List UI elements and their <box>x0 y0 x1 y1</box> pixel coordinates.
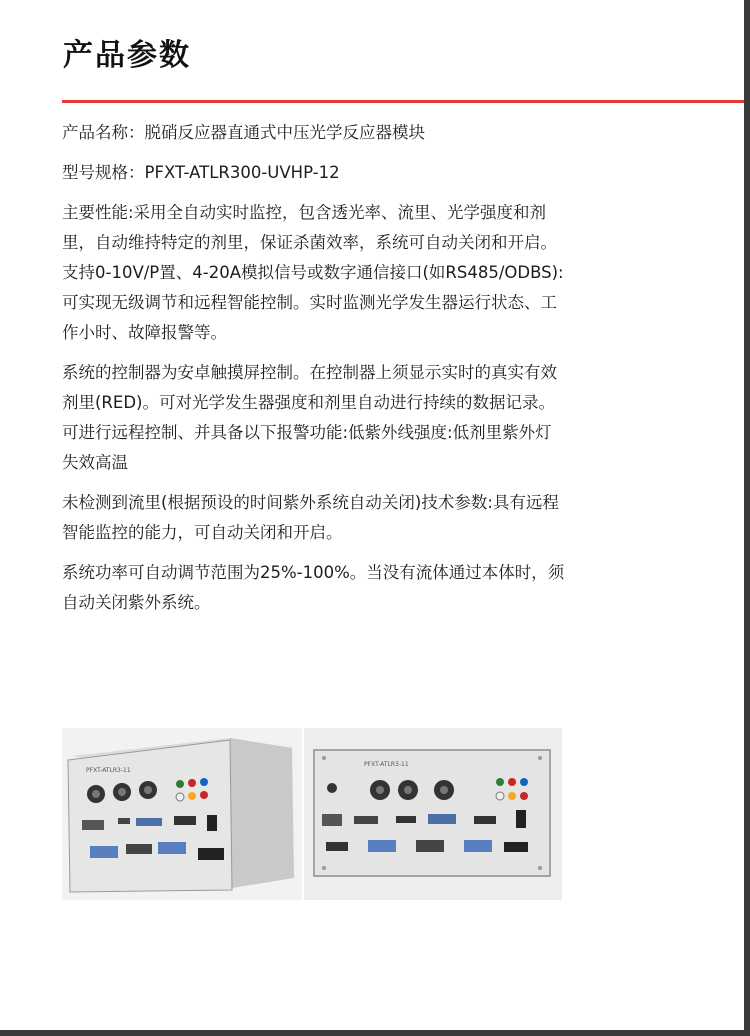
flow-detection-paragraph: 未检测到流里(根据预设的时间紫外系统自动关闭)技术参数:具有远程智能监控的能力，可自动关闭和开启。 <box>62 493 559 542</box>
spec-content <box>62 118 567 628</box>
page-title: 产品参数 <box>63 38 191 73</box>
angled-panel-label: PFXT-ATLR3-11 <box>86 767 131 774</box>
model-spec-line: 型号规格：PFXT-ATLR300-UVHP-12 <box>62 163 340 182</box>
control-module-front-image <box>304 728 562 900</box>
performance-paragraph: 主要性能:采用全自动实时监控，包含透光率、流里、光学强度和剂里，自动维持特定的剂里，保证杀菌效率，系统可自动关闭和开启。支持0-10V/P置、4-20A模拟信号或数字通信接口(如RS485/ODBS):可实现无级调节和远程智能控制。实时监测光学发生器运行状态、工作小时、故障报警等。 <box>62 203 564 342</box>
product-photos <box>62 728 562 900</box>
product-name-line: 产品名称：脱硝反应器直通式中压光学反应器模块 <box>62 123 425 142</box>
controller-paragraph: 系统的控制器为安卓触摸屏控制。在控制器上须显示实时的真实有效剂里(RED)。可对光学发生器强度和剂里自动进行持续的数据记录。可进行远程控制、并具备以下报警功能:低紫外线强度:低剂里紫外灯失效高温 <box>62 363 557 472</box>
power-range-paragraph: 系统功率可自动调节范围为25%-100%。当没有流体通过本体时，须自动关闭紫外系统。 <box>62 563 565 612</box>
control-module-angled-image <box>62 728 302 900</box>
product-photo-angled <box>62 728 302 900</box>
front-panel-label: PFXT-ATLR3-11 <box>364 761 409 768</box>
product-photo-front <box>304 728 562 900</box>
title-divider <box>62 100 744 103</box>
